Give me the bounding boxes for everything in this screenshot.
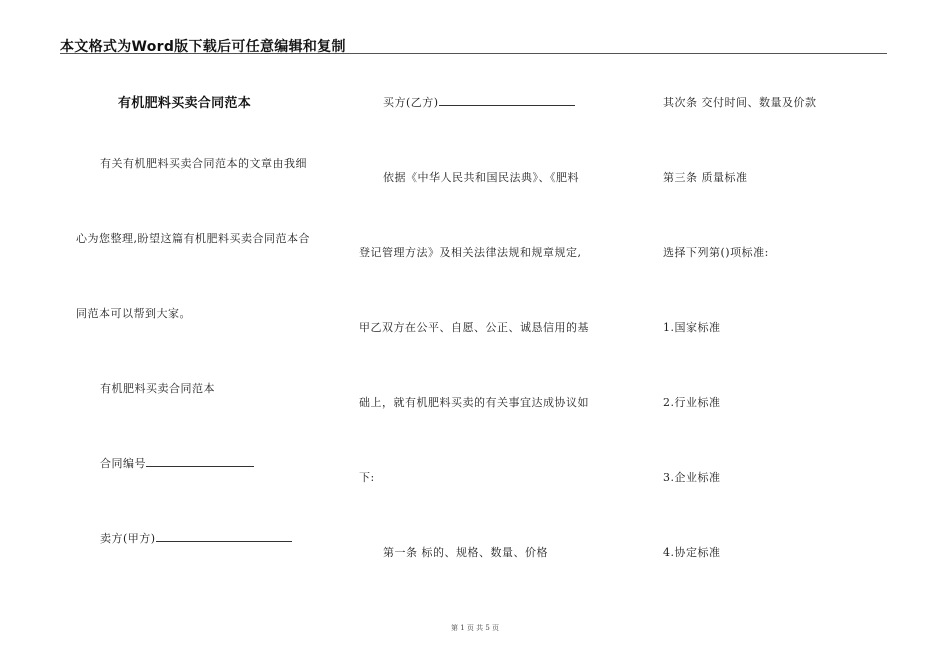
article-heading: 其次条 交付时间、数量及价款: [663, 96, 817, 109]
seller-row: [100, 530, 292, 546]
paragraph-line: 础上，就有机肥料买卖的有关事宜达成协议如: [359, 396, 589, 409]
article-heading: 第三条 质量标准: [663, 171, 748, 184]
document-banner: 本文格式为Word版下载后可任意编辑和复制: [60, 39, 346, 55]
buyer-label: 买方(乙方): [383, 96, 439, 109]
list-item: 4.协定标准: [663, 546, 721, 559]
buyer-row: [383, 94, 575, 110]
paragraph-line: 登记管理方法》及相关法律法规和规章规定,: [359, 246, 582, 259]
article-heading: 第一条 标的、规格、数量、价格: [383, 546, 548, 559]
paragraph-line: 有关有机肥料买卖合同范本的文章由我细: [100, 157, 307, 170]
seller-label: 卖方(甲方): [100, 532, 156, 545]
contract-number-label: 合同编号: [100, 457, 146, 470]
list-item: 2.行业标准: [663, 396, 721, 409]
document-title: 有机肥料买卖合同范本: [118, 96, 252, 111]
paragraph-line: 选择下列第()项标准:: [663, 246, 769, 259]
list-item: 1.国家标准: [663, 321, 721, 334]
buyer-blank: [439, 94, 575, 106]
paragraph-line: 下:: [359, 471, 375, 484]
contract-heading: 有机肥料买卖合同范本: [100, 382, 215, 395]
page-number: 第 1 页 共 5 页: [450, 624, 500, 632]
header-divider: [60, 53, 887, 54]
paragraph-line: 依据《中华人民共和国民法典》、《肥料: [383, 171, 579, 184]
paragraph-line: 心为您整理,盼望这篇有机肥料买卖合同范本合: [76, 232, 310, 245]
contract-number-blank: [146, 455, 254, 467]
paragraph-line: 同范本可以帮到大家。: [76, 307, 191, 320]
contract-number-row: [100, 455, 254, 471]
seller-blank: [156, 530, 292, 542]
paragraph-line: 甲乙双方在公平、自愿、公正、诚恳信用的基: [359, 321, 589, 334]
list-item: 3.企业标准: [663, 471, 721, 484]
